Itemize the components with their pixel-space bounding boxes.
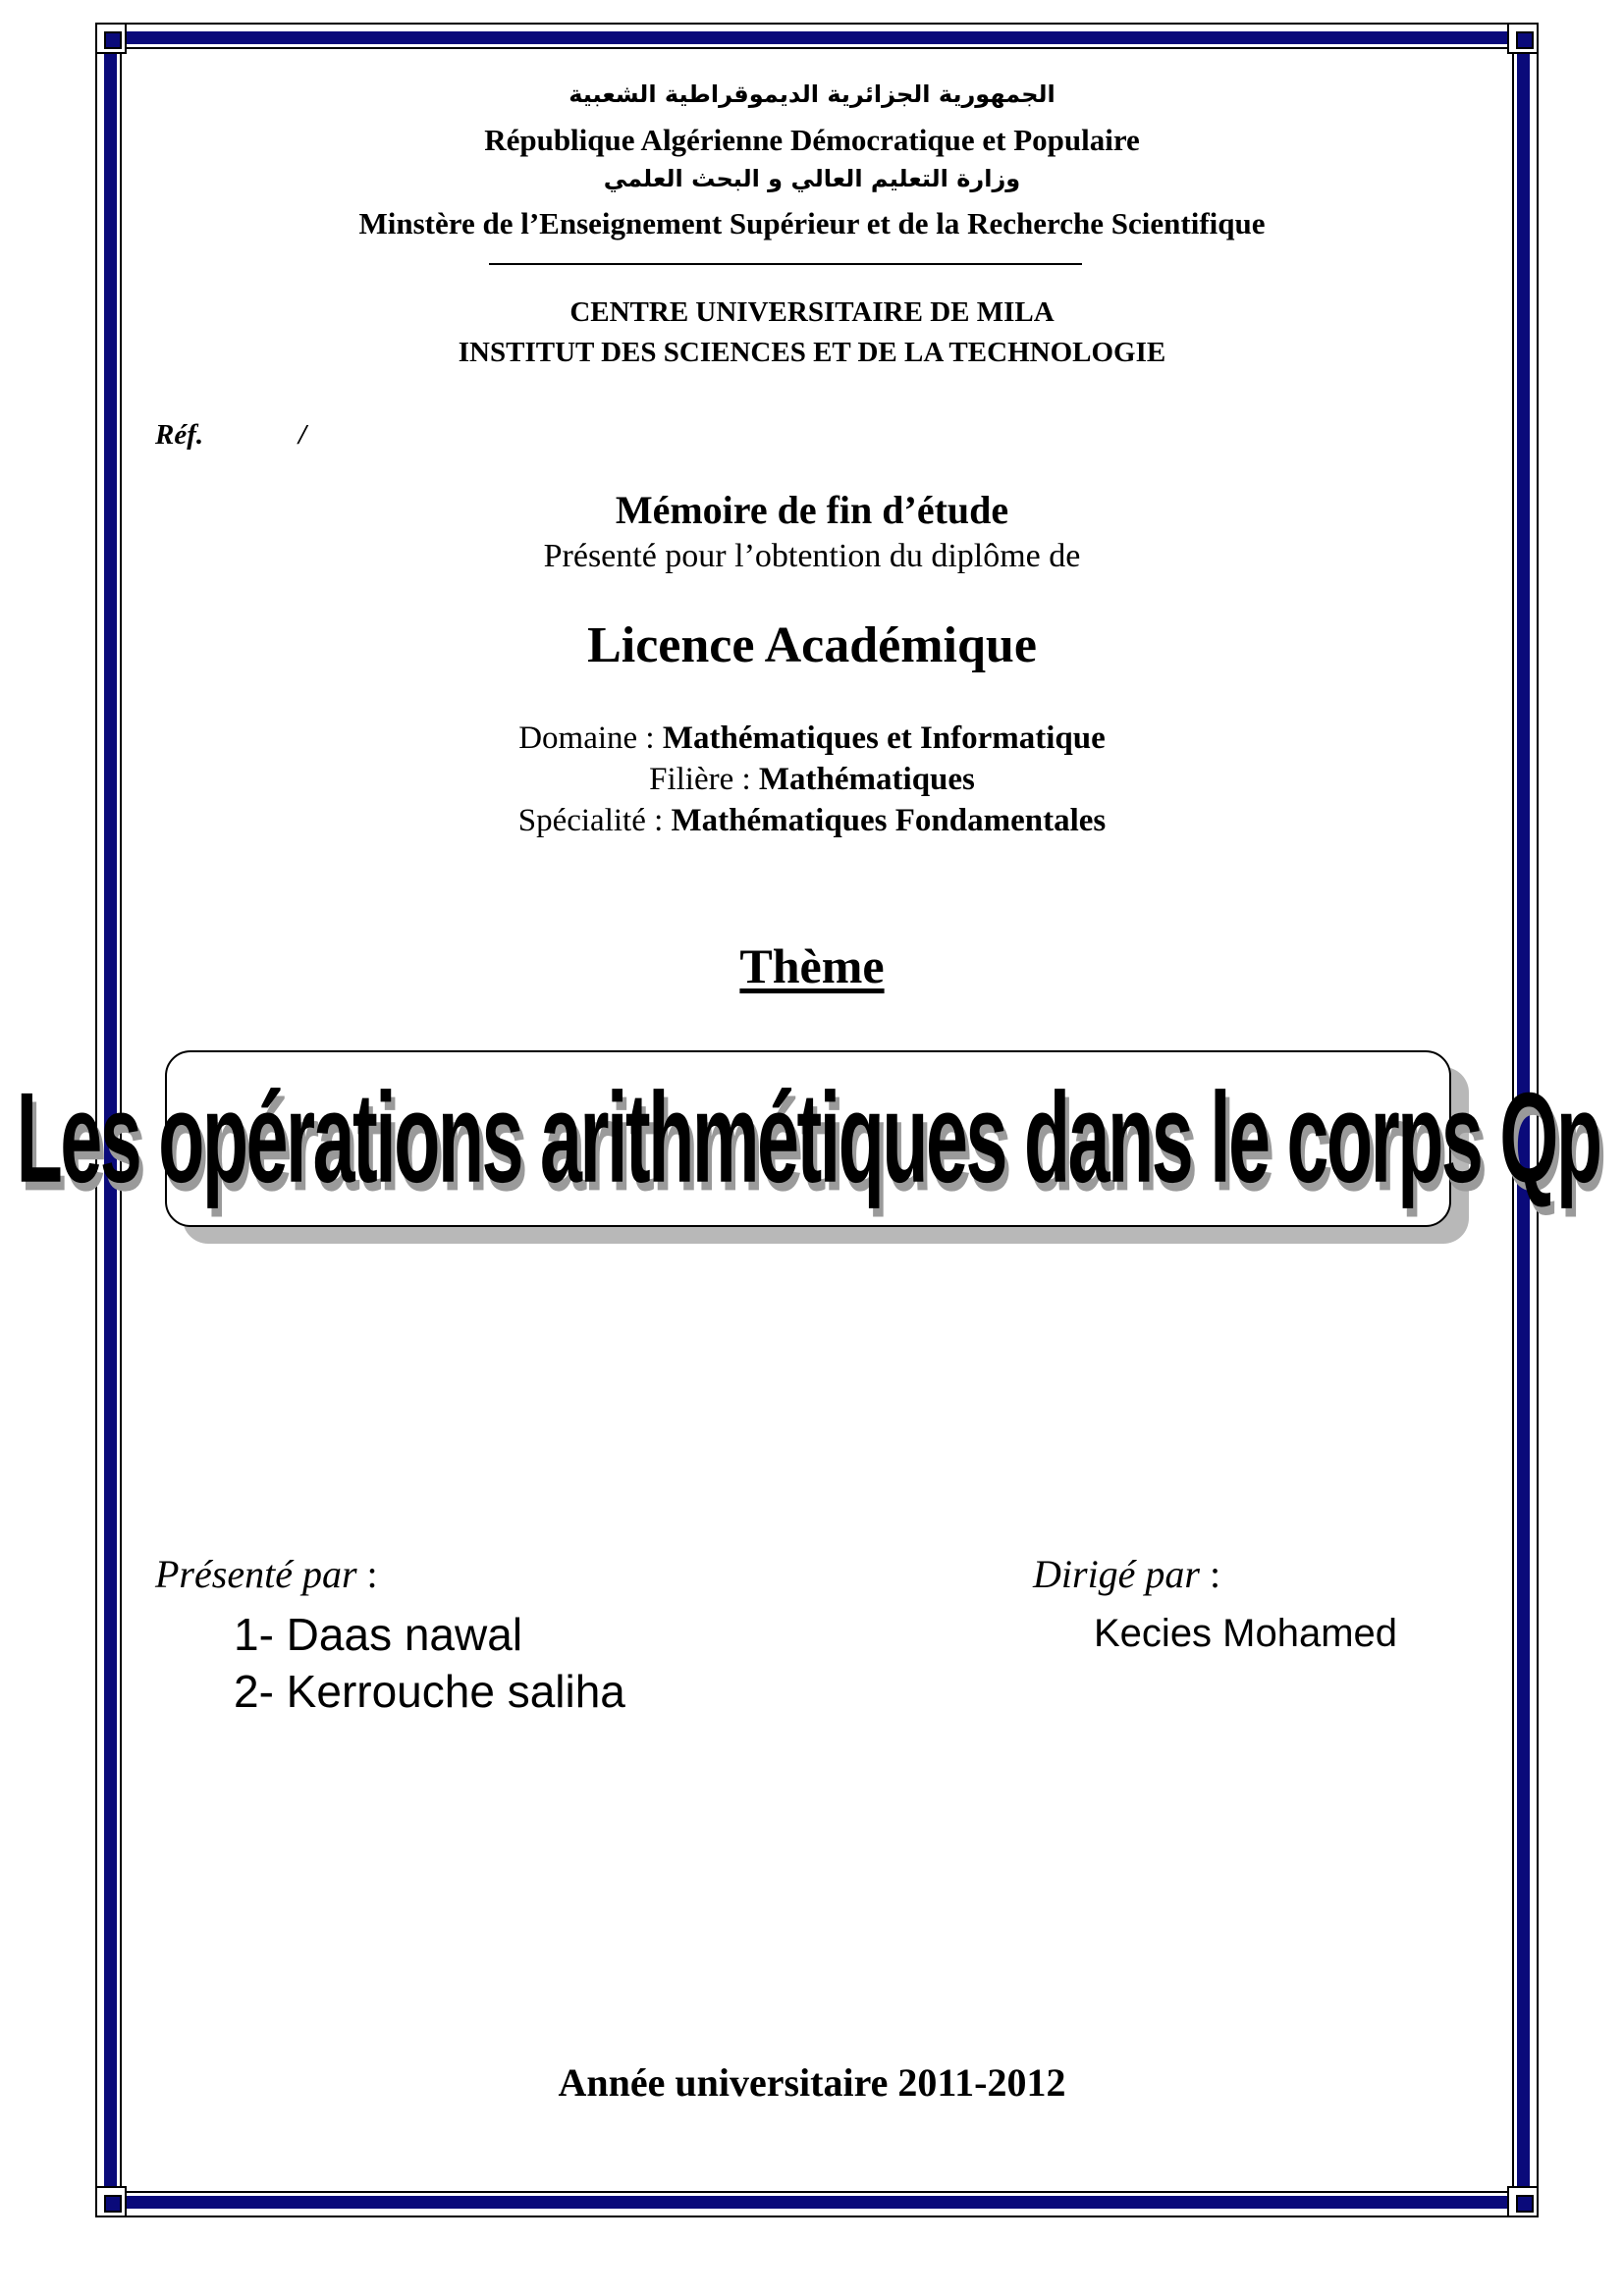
- domaine-label: Domaine :: [518, 721, 655, 756]
- title-banner: [16, 1050, 1600, 1227]
- presented-by-colon: :: [366, 1552, 378, 1596]
- specialite-label: Spécialité :: [517, 803, 664, 838]
- supervisor-name: Kecies Mohamed: [1094, 1612, 1398, 1655]
- specialite-line: [0, 803, 1624, 839]
- filiere-value: Mathématiques: [758, 762, 975, 797]
- academic-year: Année universitaire 2011-2012: [558, 2060, 1066, 2105]
- supervised-by-colon: :: [1210, 1552, 1221, 1596]
- filiere-line: [0, 762, 1624, 798]
- ministry-line: Minstère de l’Enseignement Supérieur et de la Recherche Scientifique: [358, 206, 1266, 240]
- thesis-title: Les opérations arithmétiques dans le corps Qp: [16, 1066, 1600, 1209]
- student-1: 1- Daas nawal: [234, 1609, 523, 1660]
- arabic-ministry-line: وزارة التعليم العالي و البحث العلمي: [603, 165, 1021, 192]
- thesis-purpose: Présenté pour l’obtention du diplôme de: [543, 538, 1081, 574]
- filiere-label: Filière :: [649, 762, 751, 797]
- centre-name: CENTRE UNIVERSITAIRE DE MILA: [569, 296, 1055, 328]
- border-corner-top-left: [95, 23, 127, 54]
- degree-title: Licence Académique: [587, 617, 1037, 673]
- border-corner-bottom-right: [1507, 2186, 1539, 2217]
- presented-by-label: Présenté par: [155, 1552, 357, 1596]
- domaine-value: Mathématiques et Informatique: [662, 721, 1106, 756]
- header-divider: [489, 263, 1082, 265]
- thesis-type: Mémoire de fin d’étude: [615, 488, 1009, 532]
- student-2: 2- Kerrouche saliha: [234, 1666, 625, 1717]
- institut-name: INSTITUT DES SCIENCES ET DE LA TECHNOLOGIE: [458, 337, 1166, 368]
- republic-line: République Algérienne Démocratique et Populaire: [484, 123, 1140, 157]
- specialite-value: Mathématiques Fondamentales: [671, 803, 1107, 838]
- presented-by: [155, 1551, 378, 1597]
- border-corner-top-right: [1507, 23, 1539, 54]
- supervised-by: [1033, 1551, 1220, 1597]
- reference-separator: /: [298, 419, 307, 451]
- reference-label: Réf.: [155, 419, 204, 451]
- theme-heading: Thème: [739, 938, 885, 993]
- arabic-republic-line: الجمهورية الجزائرية الديموقراطية الشعبية: [568, 80, 1056, 108]
- supervised-by-label: Dirigé par: [1033, 1552, 1200, 1596]
- domaine-line: [0, 721, 1624, 757]
- border-corner-bottom-left: [95, 2186, 127, 2217]
